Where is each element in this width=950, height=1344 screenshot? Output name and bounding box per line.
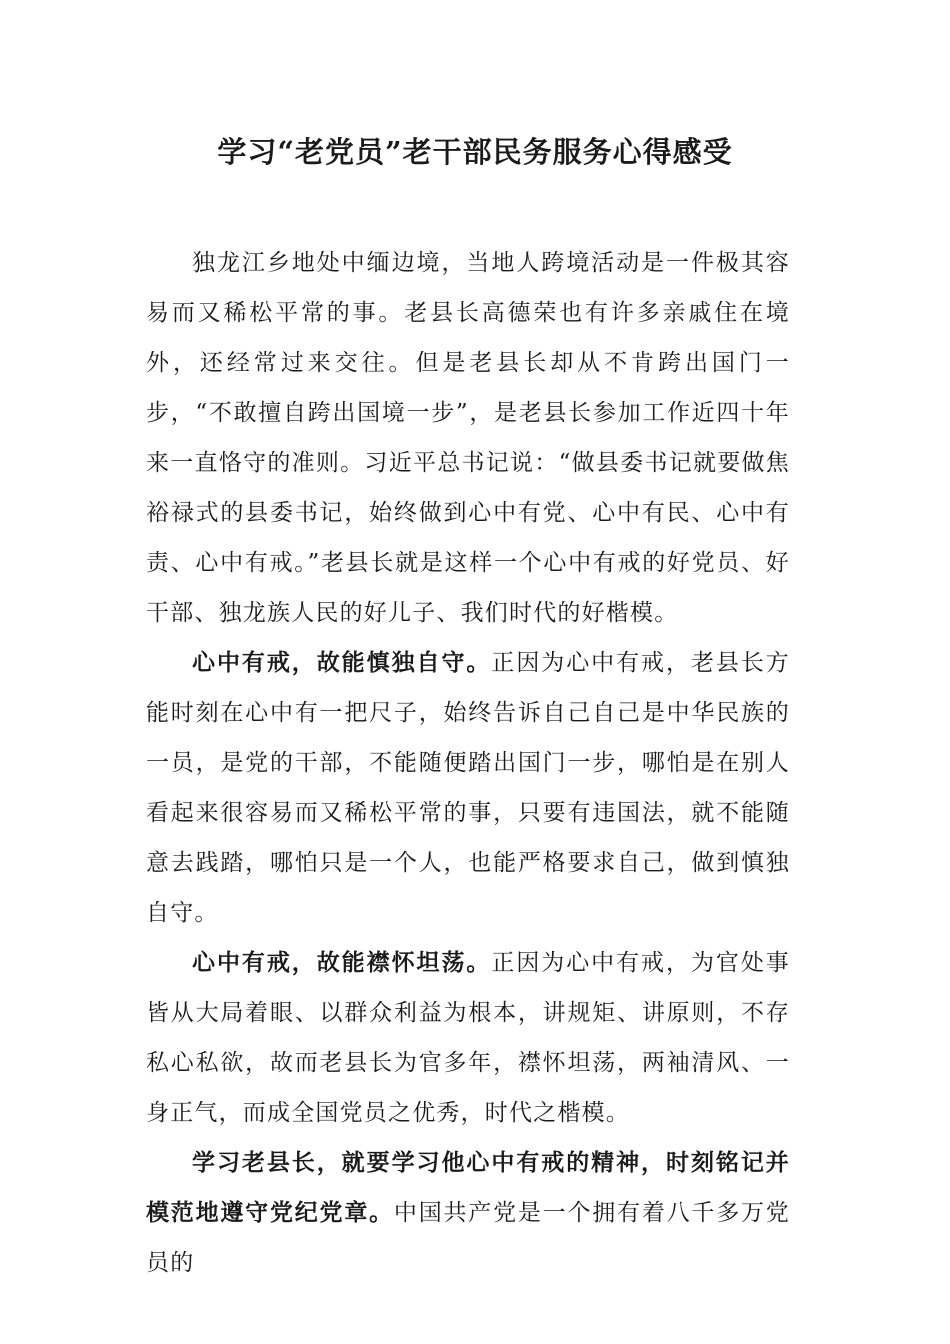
paragraph-text: 正因为心中有戒，为官处事皆从大局着眼、以群众利益为根本，讲规矩、讲原则，不存私心私欲，故而老县长为官多年，襟怀坦荡，两袖清风、一身正气，而成全国党员之优秀，时代之楷模。 [146, 950, 790, 1126]
paragraph-open-mind [146, 938, 790, 1138]
paragraph-intro [146, 238, 790, 638]
paragraph-text: 正因为心中有戒，老县长方能时刻在心中有一把尺子，始终告诉自己自己是中华民族的一员，是党的干部，不能随便踏出国门一步，哪怕是在别人看起来很容易而又稀松平常的事，只要有违国法，就不能随意去践踏，哪怕只是一个人，也能严格要求自己，做到慎独自守。 [146, 650, 790, 926]
document-title: 学习“老党员”老干部民务服务心得感受 [217, 135, 733, 169]
paragraph-text: 独龙江乡地处中缅边境，当地人跨境活动是一件极其容易而又稀松平常的事。老县长高德荣也有许多亲戚住在境外，还经常过来交往。但是老县长却从不肯跨出国门一步，“不敢擅自跨出国境一步”，是老县长参加工作近四十年来一直恪守的准则。习近平总书记说：“做县委书记就要做焦裕禄式的县委书记，始终做到心中有党、心中有民、心中有责、心中有戒。”老县长就是这样一个心中有戒的好党员、好干部、独龙族人民的好儿子、我们时代的好楷模。 [146, 250, 790, 626]
paragraph-lead: 心中有戒，故能襟怀坦荡。 [192, 949, 492, 976]
paragraph-text: 中国共产党是一个拥有着八千多万党员的 [146, 1200, 790, 1276]
paragraph-self-discipline [146, 638, 790, 938]
paragraph-lead: 学习老县长，就要学习他心中有戒的精神，时刻铭记并模范地遵守党纪党章。 [146, 1149, 790, 1226]
document-body [146, 238, 790, 1288]
paragraph-lead: 心中有戒，故能慎独自守。 [192, 649, 492, 676]
paragraph-learning [146, 1138, 790, 1288]
